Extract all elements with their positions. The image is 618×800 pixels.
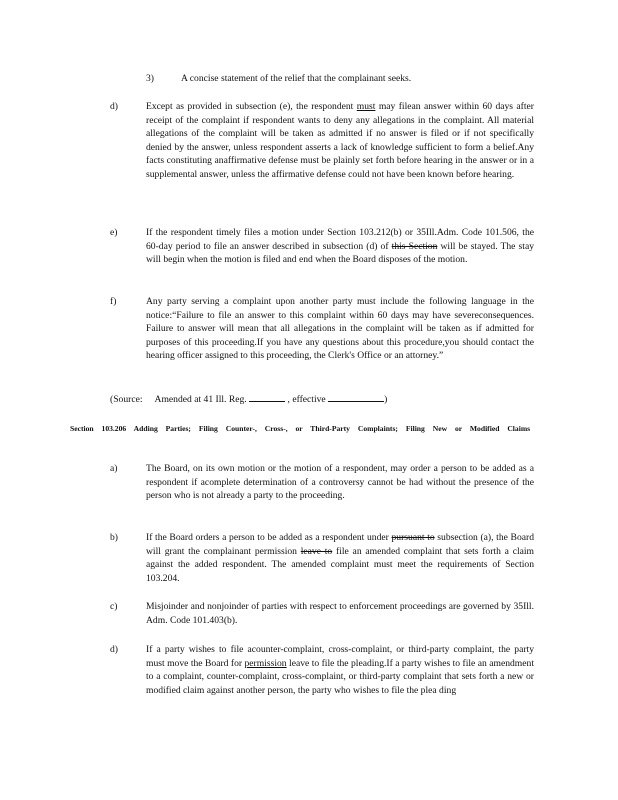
- item-d2-part1: If a party wishes to file acounter-complaint, cross-complaint, or third-party complaint, the party must move the Board for: [146, 644, 534, 669]
- source-prefix: (Source:: [110, 394, 143, 405]
- source-close: ): [384, 394, 388, 405]
- item-a-text: The Board, on its own motion or the motion of a respondent, may order a person to be added as a respondent if acomplete determination of a controversy cannot be had without the presence of the person who is not already a party to the proceeding.: [146, 463, 534, 502]
- item-d2-text: [146, 643, 534, 697]
- item-d2-marker: d): [110, 644, 118, 655]
- effective-date-blank: [328, 392, 384, 402]
- item-d-part1: Except as provided in subsection (e), the respondent: [146, 101, 357, 112]
- item-c-text: Misjoinder and nonjoinder of parties with respect to enforcement proceedings are governed by 35Ill. Adm. Code 101.403(b).: [146, 601, 534, 626]
- item-b-part3: file an amended complaint that sets forth a claim against the added respondent. The amended complaint must meet the requirements of Section 103.204.: [146, 545, 535, 584]
- item-3-marker: 3): [146, 73, 154, 84]
- item-e-marker: e): [110, 227, 118, 238]
- source-note: [110, 392, 540, 407]
- item-b-struck-1: pursuant to: [391, 532, 435, 543]
- item-b-struck-2: leave to: [300, 545, 333, 557]
- item-e-struck: this Section: [391, 240, 438, 252]
- item-b-part2: subsection (a), the Board will grant the complainant permission: [146, 532, 534, 557]
- source-amended: Amended at 41 Ill. Reg.: [154, 394, 247, 405]
- section-heading: Section 103.206 Adding Parties; Filing Counter-, Cross-, or Third-Party Complaints; Filing New or Modified Claims: [70, 424, 531, 433]
- item-e-text: [146, 226, 534, 267]
- item-b-marker: b): [110, 532, 118, 543]
- item-b-text: [146, 531, 534, 585]
- item-d-marker: d): [110, 101, 118, 112]
- item-c-marker: c): [110, 601, 118, 612]
- item-d2-part2: leave to file the pleading.If a party wishes to file an amendment to a complaint, counter-complaint, cross-complaint, or third-party complaint that sets forth a new or modified claim against another person, the party who wishes to file the plea ding: [146, 657, 534, 696]
- register-page-blank: [249, 392, 285, 402]
- item-d-text: [146, 100, 534, 182]
- item-d2-underlined: permission: [244, 657, 287, 669]
- item-3-text: A concise statement of the relief that the complainant seeks.: [181, 73, 412, 84]
- item-f-marker: f): [110, 296, 117, 307]
- item-d-part2: may filean answer within 60 days after receipt of the complaint if respondent wants to deny any allegations in the complaint. All material allegations of the complaint will be taken as admitted if no answer is filed or if not specifically denied by the answer, unless respondent asserts a lack of knowledge sufficient to form a belief.Any facts constituting anaffirmative defense must be plainly set forth before hearing in the answer or in a supplemental answer, unless the affirmative defense could not have been known before hearing.: [146, 101, 534, 180]
- item-e-part2: will be stayed. The stay will begin when the motion is filed and end when the Board disposes of the motion.: [146, 240, 535, 266]
- item-b-part1: If the Board orders a person to be added as a respondent under: [146, 532, 392, 543]
- item-f-text: Any party serving a complaint upon another party must include the following language in the notice:“Failure to file an answer to this complaint within 60 days may have severeconsequences. Failure to answer will mean that all allegations in the complaint will be taken as if admitted for purposes of this proceeding.If you have any questions about this procedure,you should contact the hearing officer assigned to this proceeding, the Clerk's Office or an attorney.”: [146, 296, 534, 362]
- item-d-underlined: must: [356, 101, 376, 112]
- source-effective: , effective: [287, 394, 326, 405]
- item-e-part1: If the respondent timely files a motion under Section 103.212(b) or 35Ill.Adm. Code 101.506, the 60-day period to file an answer described in subsection (d) of: [146, 227, 534, 252]
- item-a-marker: a): [110, 463, 118, 474]
